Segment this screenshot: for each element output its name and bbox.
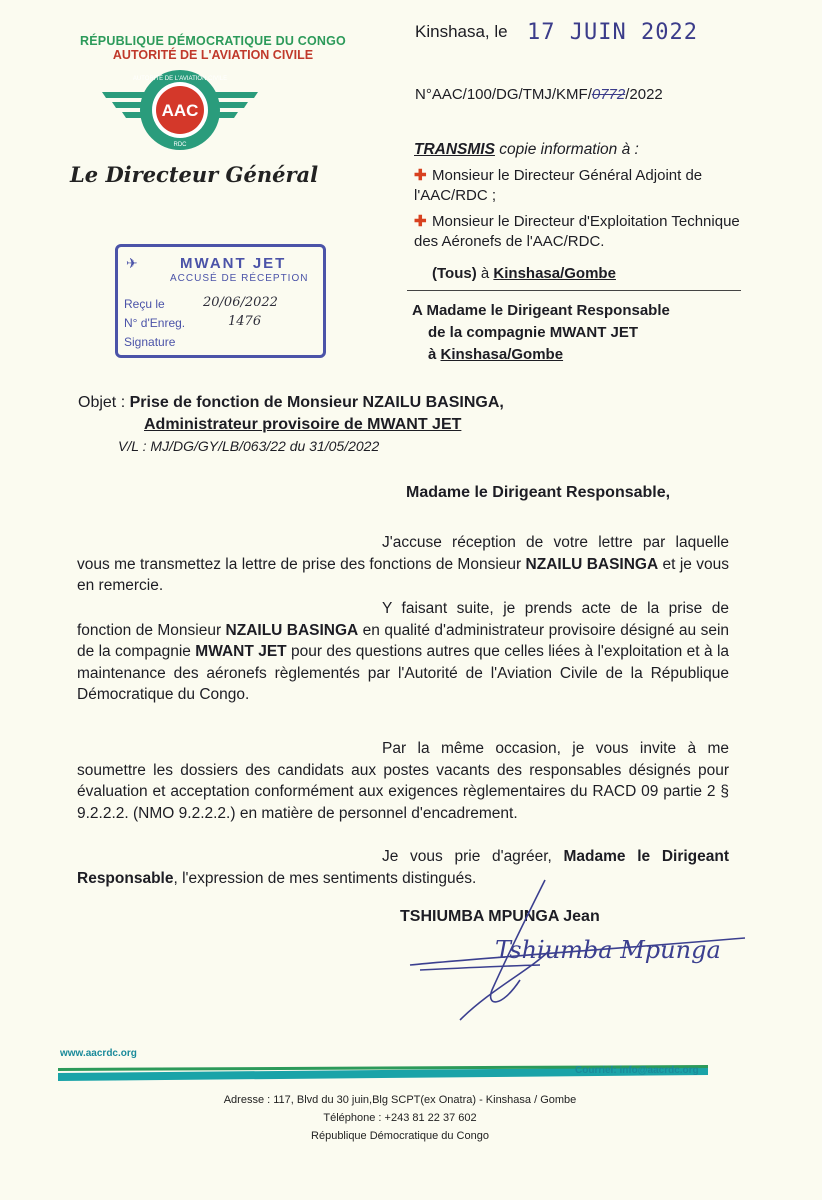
stamp-enreg-value: 1476 — [228, 314, 262, 329]
stamp-receipt: ACCUSÉ DE RÉCEPTION — [170, 273, 309, 284]
transmis-rest: copie information à : — [499, 141, 639, 158]
logo-text: AAC — [161, 101, 199, 120]
p4-text-c: , l'expression de mes sentiments distingués. — [173, 869, 477, 887]
p4-text-a: Je vous prie d'agréer, — [382, 848, 552, 865]
plus-icon: ✚ — [414, 213, 427, 230]
cc-item — [414, 212, 744, 252]
aac-logo — [96, 66, 264, 162]
plane-icon: ✈ — [126, 255, 138, 271]
stamp-recu-value: 20/06/2022 — [203, 295, 278, 310]
stamp-signature-label: Signature — [124, 335, 176, 349]
subject-line2: Administrateur provisoire de MWANT JET — [144, 416, 462, 433]
divider — [407, 290, 741, 291]
cc-item — [414, 166, 744, 206]
paragraph-3 — [77, 738, 729, 824]
cc-a: à — [480, 265, 490, 282]
reception-stamp — [115, 244, 326, 358]
ref-prefix: N°AAC/100/DG/TMJ/KMF/ — [415, 86, 592, 103]
footer-email[interactable]: Courriel: info@aacrdc.org — [575, 1065, 699, 1076]
addressee-a: à — [428, 346, 437, 363]
p2-company: MWANT JET — [195, 643, 287, 660]
footer-website[interactable]: www.aacrdc.org — [60, 1048, 137, 1059]
signer-name: TSHIUMBA MPUNGA Jean — [400, 908, 600, 925]
p1-text-a: J'accuse réception de votre lettre par laquelle vous me transmettez la lettre de prise des fonctions de Monsieur — [77, 534, 729, 573]
footer-address: Adresse : 117, Blvd du 30 juin,Blg SCPT(ex Onatra) - Kinshasa / Gombe — [223, 1094, 577, 1106]
transmis-label: TRANSMIS — [414, 141, 495, 158]
paragraph-1 — [77, 532, 729, 597]
place: Kinshasa, le — [415, 22, 508, 41]
addressee-line1: A Madame le Dirigeant Responsable — [412, 302, 670, 319]
paragraph-2 — [77, 598, 729, 706]
salutation: Madame le Dirigeant Responsable, — [406, 484, 671, 501]
footer-country: République Démocratique du Congo — [311, 1130, 489, 1142]
stamp-recu-label: Reçu le — [124, 297, 165, 311]
stamp-enreg-label: N° d'Enreg. — [124, 316, 186, 330]
handwritten-signature — [400, 870, 760, 1040]
subject-vl: V/L : MJ/DG/GY/LB/063/22 du 31/05/2022 — [118, 438, 380, 454]
p1-text-c: et je vous en remercie. — [77, 555, 729, 594]
letterhead-republic: RÉPUBLIQUE DÉMOCRATIQUE DU CONGO — [80, 34, 346, 48]
reference-number — [415, 86, 663, 103]
subject-label: Objet : — [78, 394, 126, 411]
cc-tous-label: (Tous) — [432, 265, 477, 282]
stamp-company: MWANT JET — [180, 255, 287, 272]
cc-tous — [432, 264, 762, 284]
date-stamp: 17 JUIN 2022 — [527, 20, 698, 45]
logo-ring-text: AUTORITÉ DE L'AVIATION CIVILE — [132, 76, 228, 82]
p2-text-e: pour des questions autres que celles liées à l'exploitation et à la maintenance des aéronefs règlementés par l'Autorité de l'Aviation Civile de la République Démocratique du Congo. — [77, 643, 730, 703]
subject-line1: Prise de fonction de Monsieur NZAILU BASINGA, — [129, 394, 504, 411]
transmis-line — [414, 141, 639, 159]
director-general-title: Le Directeur Général — [70, 162, 319, 187]
addressee-location: Kinshasa/Gombe — [440, 346, 564, 363]
cc-item-1: Monsieur le Directeur Général Adjoint de l'AAC/RDC ; — [414, 167, 703, 204]
ref-suffix: /2022 — [625, 86, 663, 103]
cc-item-2: Monsieur le Directeur d'Exploitation Technique des Aéronefs de l'AAC/RDC. — [414, 213, 740, 250]
footer-phone: Téléphone : +243 81 22 37 602 — [323, 1112, 477, 1124]
ref-number: 0772 — [591, 86, 626, 103]
p1-name: NZAILU BASINGA — [525, 555, 659, 573]
plus-icon: ✚ — [414, 167, 427, 184]
addressee-line2: de la compagnie MWANT JET — [428, 324, 639, 341]
subject — [78, 394, 504, 412]
signature-text: Tshiumba Mpunga — [495, 936, 721, 964]
p3-text: Par la même occasion, je vous invite à me soumettre les dossiers des candidats aux postes vacants des responsables désignés pour évaluation et acceptation conformément aux exigences règlementaires du RACD 09 partie 2 § 9.2.2.2. (NMO 9.2.2.2.) en matière de personnel d'encadrement. — [77, 740, 729, 822]
p2-name: NZAILU BASINGA — [225, 621, 359, 639]
p2-text-a: Y faisant suite, je prends acte de la prise de fonction de Monsieur — [77, 600, 729, 639]
addressee-line3 — [428, 346, 563, 363]
p2-text-c: en qualité d'administrateur provisoire désigné au sein de la compagnie — [77, 621, 730, 660]
cc-location: Kinshasa/Gombe — [493, 265, 616, 282]
logo-bottom-text: RDC — [173, 142, 187, 148]
p4-title: Madame le Dirigeant Responsable — [77, 848, 729, 887]
letterhead-authority: AUTORITÉ DE L'AVIATION CIVILE — [112, 48, 314, 62]
